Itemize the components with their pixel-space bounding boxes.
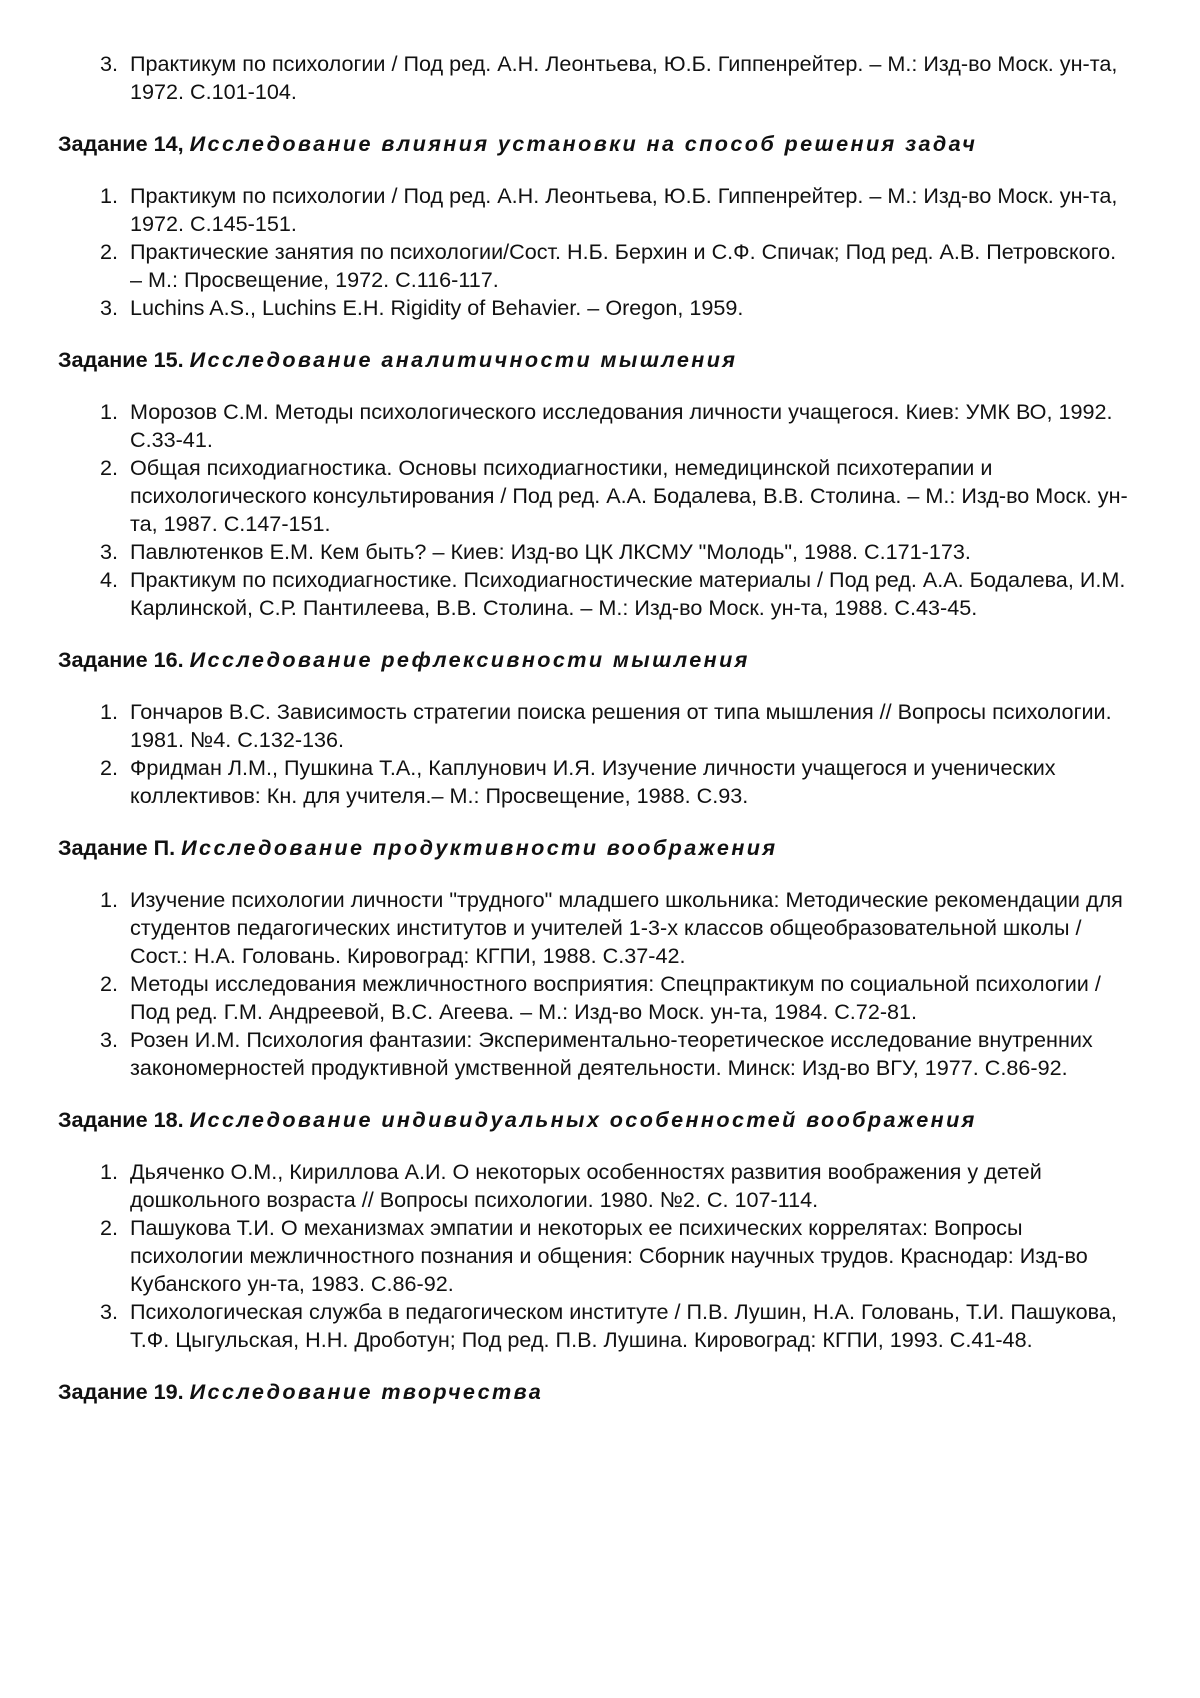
reference-number-cell	[58, 886, 130, 970]
section-prefix: Задание П.	[58, 835, 176, 860]
section-title: Исследование аналитичности мышления	[189, 347, 738, 372]
section-prefix: Задание 18.	[58, 1107, 184, 1132]
section-prefix: Задание 14,	[58, 131, 184, 156]
reference-number-cell	[58, 238, 130, 294]
reference-text: Практикум по психологии / Под ред. А.Н. Леонтьева, Ю.Б. Гиппенрейтер. – М.: Изд-во Моск. ун-та, 1972. С.145-151.	[130, 183, 1118, 236]
assignment-section	[58, 130, 1140, 322]
reference-number-cell	[58, 970, 130, 1026]
reference-number: 2.	[100, 971, 119, 996]
section-heading	[58, 646, 1140, 674]
section-heading	[58, 130, 1140, 158]
assignment-section	[58, 646, 1140, 810]
reference-text: Дьяченко О.М., Кириллова А.И. О некоторых особенностях развития воображения у детей дошкольного возраста // Вопросы психологии. 1980. №2. С. 107-114.	[130, 1159, 1042, 1212]
reference-list	[58, 182, 1140, 322]
reference-item	[58, 698, 1140, 754]
assignment-section	[58, 1378, 1140, 1406]
reference-text: Практикум по психодиагностике. Психодиагностические материалы / Под ред. А.А. Бодалева, И.М. Карлинской, С.Р. Пантилеева, В.В. Столина. – М.: Изд-во Моск. ун-та, 1988. С.43-45.	[130, 567, 1126, 620]
reference-number: 2.	[100, 1215, 119, 1240]
reference-text: Павлютенков Е.М. Кем быть? – Киев: Изд-во ЦК ЛКСМУ "Молодь", 1988. С.171-173.	[130, 539, 971, 564]
reference-number: 1.	[100, 887, 119, 912]
reference-text: Методы исследования межличностного восприятия: Спецпрактикум по социальной психологии / Под ред. Г.М. Андреевой, В.С. Агеева. – М.: Изд-во Моск. ун-та, 1984. С.72-81.	[130, 971, 1101, 1024]
reference-item	[58, 886, 1140, 970]
reference-item	[58, 294, 1140, 322]
reference-text: Luchins A.S., Luchins E.H. Rigidity of Behavier. – Oregon, 1959.	[130, 295, 744, 320]
reference-item	[58, 238, 1140, 294]
reference-text: Морозов С.М. Методы психологического исследования личности учащегося. Киев: УМК ВО, 1992. С.33-41.	[130, 399, 1113, 452]
reference-number: 3.	[100, 51, 119, 76]
leading-reference-list	[58, 50, 1140, 106]
reference-number: 1.	[100, 399, 119, 424]
reference-number-cell	[58, 566, 130, 622]
reference-number: 1.	[100, 1159, 119, 1184]
section-title: Исследование влияния установки на способ решения задач	[189, 131, 978, 156]
reference-number-cell	[58, 698, 130, 754]
section-prefix: Задание 15.	[58, 347, 184, 372]
reference-text: Пашукова Т.И. О механизмах эмпатии и некоторых ее психических коррелятах: Вопросы психологии межличностного познания и общения: Сборник научных трудов. Краснодар: Изд-во Кубанского ун-та, 1983. С.86-92.	[130, 1215, 1088, 1296]
reference-item	[58, 182, 1140, 238]
reference-list	[58, 698, 1140, 810]
section-title: Исследование рефлексивности мышления	[189, 647, 750, 672]
reference-item	[58, 1298, 1140, 1354]
reference-number-cell	[58, 1026, 130, 1082]
section-heading	[58, 1106, 1140, 1134]
reference-item	[58, 1026, 1140, 1082]
reference-number-cell	[58, 182, 130, 238]
assignment-section	[58, 346, 1140, 622]
reference-number-cell	[58, 1298, 130, 1354]
reference-number: 4.	[100, 567, 119, 592]
reference-number-cell	[58, 538, 130, 566]
assignment-section	[58, 834, 1140, 1082]
reference-number: 2.	[100, 455, 119, 480]
reference-number: 2.	[100, 755, 119, 780]
reference-item	[58, 454, 1140, 538]
reference-number-cell	[58, 294, 130, 322]
reference-number-cell	[58, 1158, 130, 1214]
reference-item	[58, 1214, 1140, 1298]
reference-number: 3.	[100, 1027, 119, 1052]
reference-number: 3.	[100, 539, 119, 564]
reference-text: Общая психодиагностика. Основы психодиагностики, немедицинской психотерапии и психологического консультирования / Под ред. А.А. Бодалева, В.В. Столина. – М.: Изд-во Моск. ун-та, 1987. С.147-151.	[130, 455, 1128, 536]
reference-list	[58, 1158, 1140, 1354]
reference-number-cell	[58, 398, 130, 454]
reference-item	[58, 1158, 1140, 1214]
reference-text: Психологическая служба в педагогическом институте / П.В. Лушин, Н.А. Головань, Т.И. Пашукова, Т.Ф. Цыгульская, Н.Н. Дроботун; Под ред. П.В. Лушина. Кировоград: КГПИ, 1993. С.41-48.	[130, 1299, 1117, 1352]
reference-list	[58, 886, 1140, 1082]
section-heading	[58, 1378, 1140, 1406]
reference-number-cell	[58, 754, 130, 810]
reference-item	[58, 538, 1140, 566]
section-heading	[58, 346, 1140, 374]
reference-number-cell	[58, 50, 130, 106]
section-prefix: Задание 16.	[58, 647, 184, 672]
section-title: Исследование индивидуальных особенностей воображения	[189, 1107, 977, 1132]
reference-text: Фридман Л.М., Пушкина Т.А., Каплунович И.Я. Изучение личности учащегося и ученических коллективов: Кн. для учителя.– М.: Просвещение, 1988. С.93.	[130, 755, 1056, 808]
section-title: Исследование творчества	[189, 1379, 544, 1404]
reference-text: Розен И.М. Психология фантазии: Экспериментально-теоретическое исследование внутренних закономерностей продуктивной умственной деятельности. Минск: Изд-во ВГУ, 1977. С.86-92.	[130, 1027, 1093, 1080]
assignment-section	[58, 1106, 1140, 1354]
sections-container	[58, 130, 1140, 1406]
reference-number: 2.	[100, 239, 119, 264]
reference-item	[58, 970, 1140, 1026]
section-heading	[58, 834, 1140, 862]
reference-number: 1.	[100, 699, 119, 724]
reference-list	[58, 398, 1140, 622]
reference-number: 1.	[100, 183, 119, 208]
reference-number-cell	[58, 1214, 130, 1298]
section-prefix: Задание 19.	[58, 1379, 184, 1404]
section-title: Исследование продуктивности воображения	[181, 835, 778, 860]
reference-item	[58, 566, 1140, 622]
reference-item	[58, 754, 1140, 810]
reference-number-cell	[58, 454, 130, 538]
reference-number: 3.	[100, 295, 119, 320]
reference-text: Изучение психологии личности "трудного" младшего школьника: Методические рекомендации для студентов педагогических институтов и учителей 1-3-х классов общеобразовательной школы / Сост.: Н.А. Головань. Кировоград: КГПИ, 1988. С.37-42.	[130, 887, 1123, 968]
reference-text: Гончаров В.С. Зависимость стратегии поиска решения от типа мышления // Вопросы психологии. 1981. №4. С.132-136.	[130, 699, 1112, 752]
reference-item	[58, 398, 1140, 454]
reference-text: Практикум по психологии / Под ред. А.Н. Леонтьева, Ю.Б. Гиппенрейтер. – М.: Изд-во Моск. ун-та, 1972. С.101-104.	[130, 51, 1118, 104]
reference-item	[58, 50, 1140, 106]
reference-text: Практические занятия по психологии/Сост. Н.Б. Берхин и С.Ф. Спичак; Под ред. А.В. Петровского. – М.: Просвещение, 1972. С.116-117.	[130, 239, 1117, 292]
reference-number: 3.	[100, 1299, 119, 1324]
